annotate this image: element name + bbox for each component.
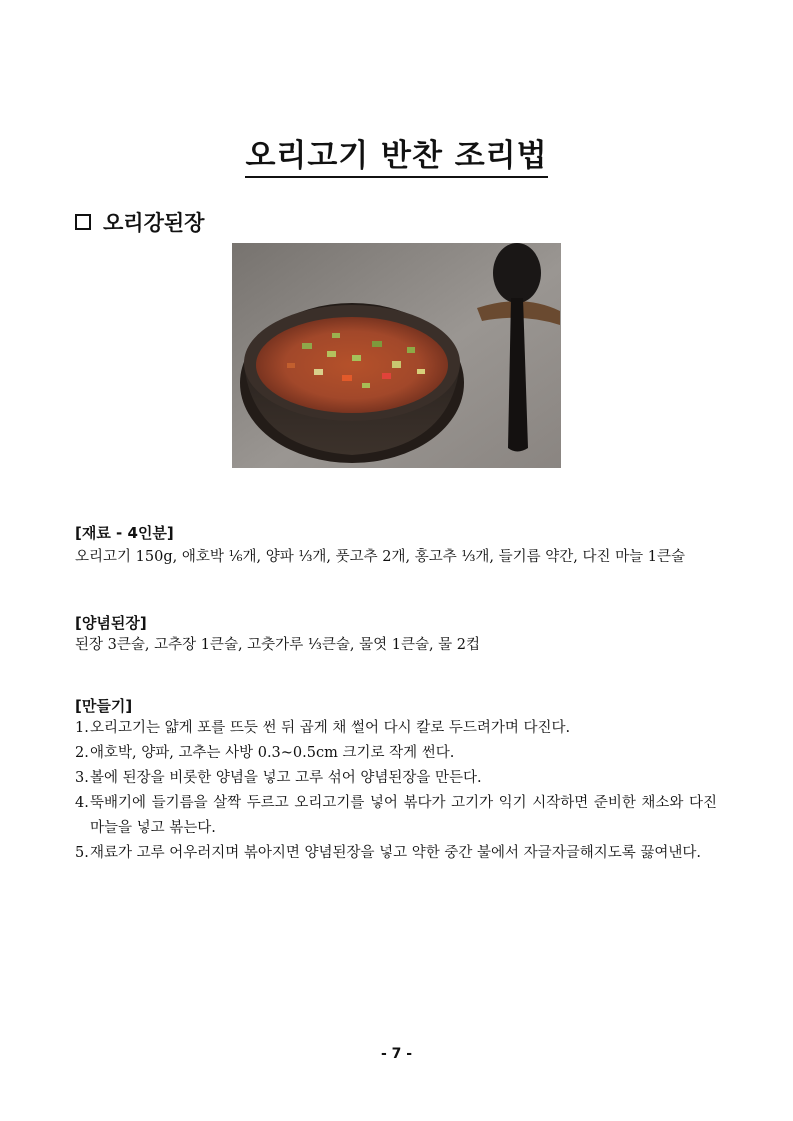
seasoning-text: 된장 3큰술, 고추장 1큰술, 고춧가루 ⅓큰술, 물엿 1큰술, 물 2컵 [75, 637, 481, 653]
page-number: - 7 - [380, 1046, 413, 1062]
step-text: 오리고기는 얇게 포를 뜨듯 썬 뒤 곱게 채 썰어 다시 칼로 두드려가며 다진다. [90, 720, 571, 736]
ingredients-heading: [재료 - 4인분] [75, 524, 174, 542]
method-step [75, 841, 717, 866]
step-text: 뚝배기에 들기름을 살짝 두르고 오리고기를 넣어 볶다가 고기가 익기 시작하면 준비한 채소와 다진 마늘을 넣고 볶는다. [90, 795, 717, 836]
method-steps [75, 716, 717, 866]
step-text: 재료가 고루 어우러지며 볶아지면 양념된장을 넣고 약한 중간 불에서 자글자글해지도록 끓여낸다. [90, 845, 701, 861]
method-step [75, 791, 717, 841]
document-title [0, 130, 793, 175]
step-text: 볼에 된장을 비롯한 양념을 넣고 고루 섞어 양념된장을 만든다. [90, 770, 482, 786]
method-step [75, 766, 717, 791]
seasoning-heading: [양념된장] [75, 614, 147, 632]
method-step [75, 741, 717, 766]
step-number: 2. [75, 745, 89, 761]
step-number: 3. [75, 770, 89, 786]
food-photo [232, 243, 561, 468]
step-number: 4. [75, 795, 89, 811]
section-title: 오리강된장 [103, 211, 205, 235]
ingredients-text: 오리고기 150g, 애호박 ⅙개, 양파 ⅓개, 풋고추 2개, 홍고추 ⅓개, 들기름 약간, 다진 마늘 1큰술 [75, 549, 685, 565]
section-heading [75, 207, 204, 237]
checkbox-icon [75, 214, 91, 230]
step-number: 1. [75, 720, 89, 736]
method-heading: [만들기] [75, 697, 133, 715]
document-title-text: 오리고기 반찬 조리법 [245, 138, 547, 178]
step-text: 애호박, 양파, 고추는 사방 0.3~0.5cm 크기로 작게 썬다. [90, 745, 455, 761]
step-number: 5. [75, 845, 89, 861]
method-step [75, 716, 717, 741]
